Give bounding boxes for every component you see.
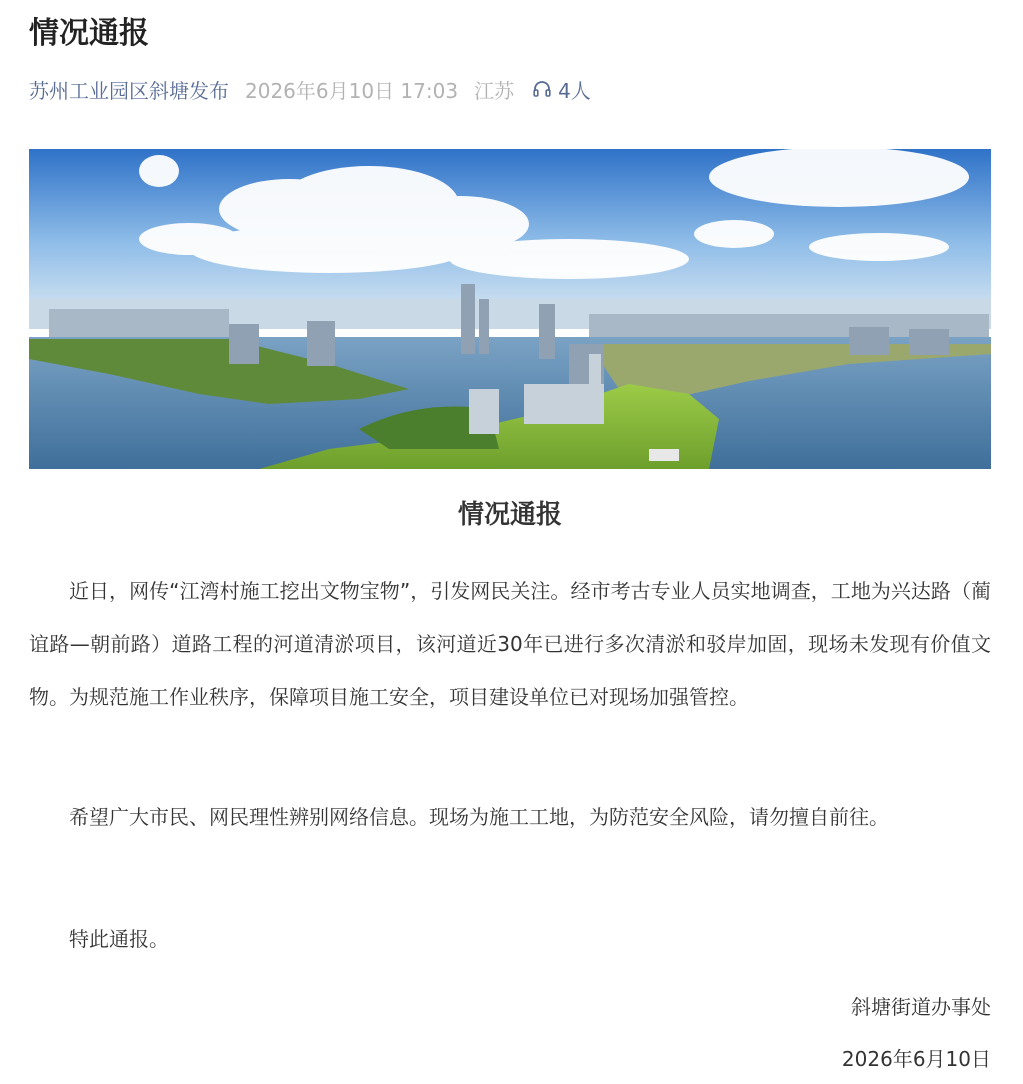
headphones-icon [532, 79, 552, 99]
paragraph-1: 近日，网传“江湾村施工挖出文物宝物”，引发网民关注。经市考古专业人员实地调查，工地为兴达路（蔺谊路—朝前路）道路工程的河道清淤项目，该河道近30年已进行多次清淤和驳岸加固，现场未发现有价值文物。为规范施工作业秩序，保障项目施工安全，项目建设单位已对现场加强管控。 [29, 579, 991, 709]
region-label: 江苏 [474, 78, 515, 103]
signature-date: 2026年6月10日 [841, 1047, 991, 1071]
banner-image [29, 149, 991, 469]
paragraph-3: 特此通报。 [69, 927, 169, 951]
article-title: 情况通报 [29, 16, 149, 51]
publish-time: 2026年6月10日 17:03 [245, 78, 459, 103]
city-skyline-image [29, 149, 991, 469]
paragraph-2: 希望广大市民、网民理性辨别网络信息。现场为施工工地，为防范安全风险，请勿擅自前往。 [69, 805, 889, 829]
body-heading: 情况通报 [457, 500, 562, 530]
listen-count: 4人 [558, 78, 591, 103]
listen-button[interactable] [532, 75, 591, 104]
signature: 斜塘街道办事处 [851, 995, 991, 1019]
article-meta [29, 74, 591, 104]
account-name-link[interactable]: 苏州工业园区斜塘发布 [29, 78, 229, 103]
